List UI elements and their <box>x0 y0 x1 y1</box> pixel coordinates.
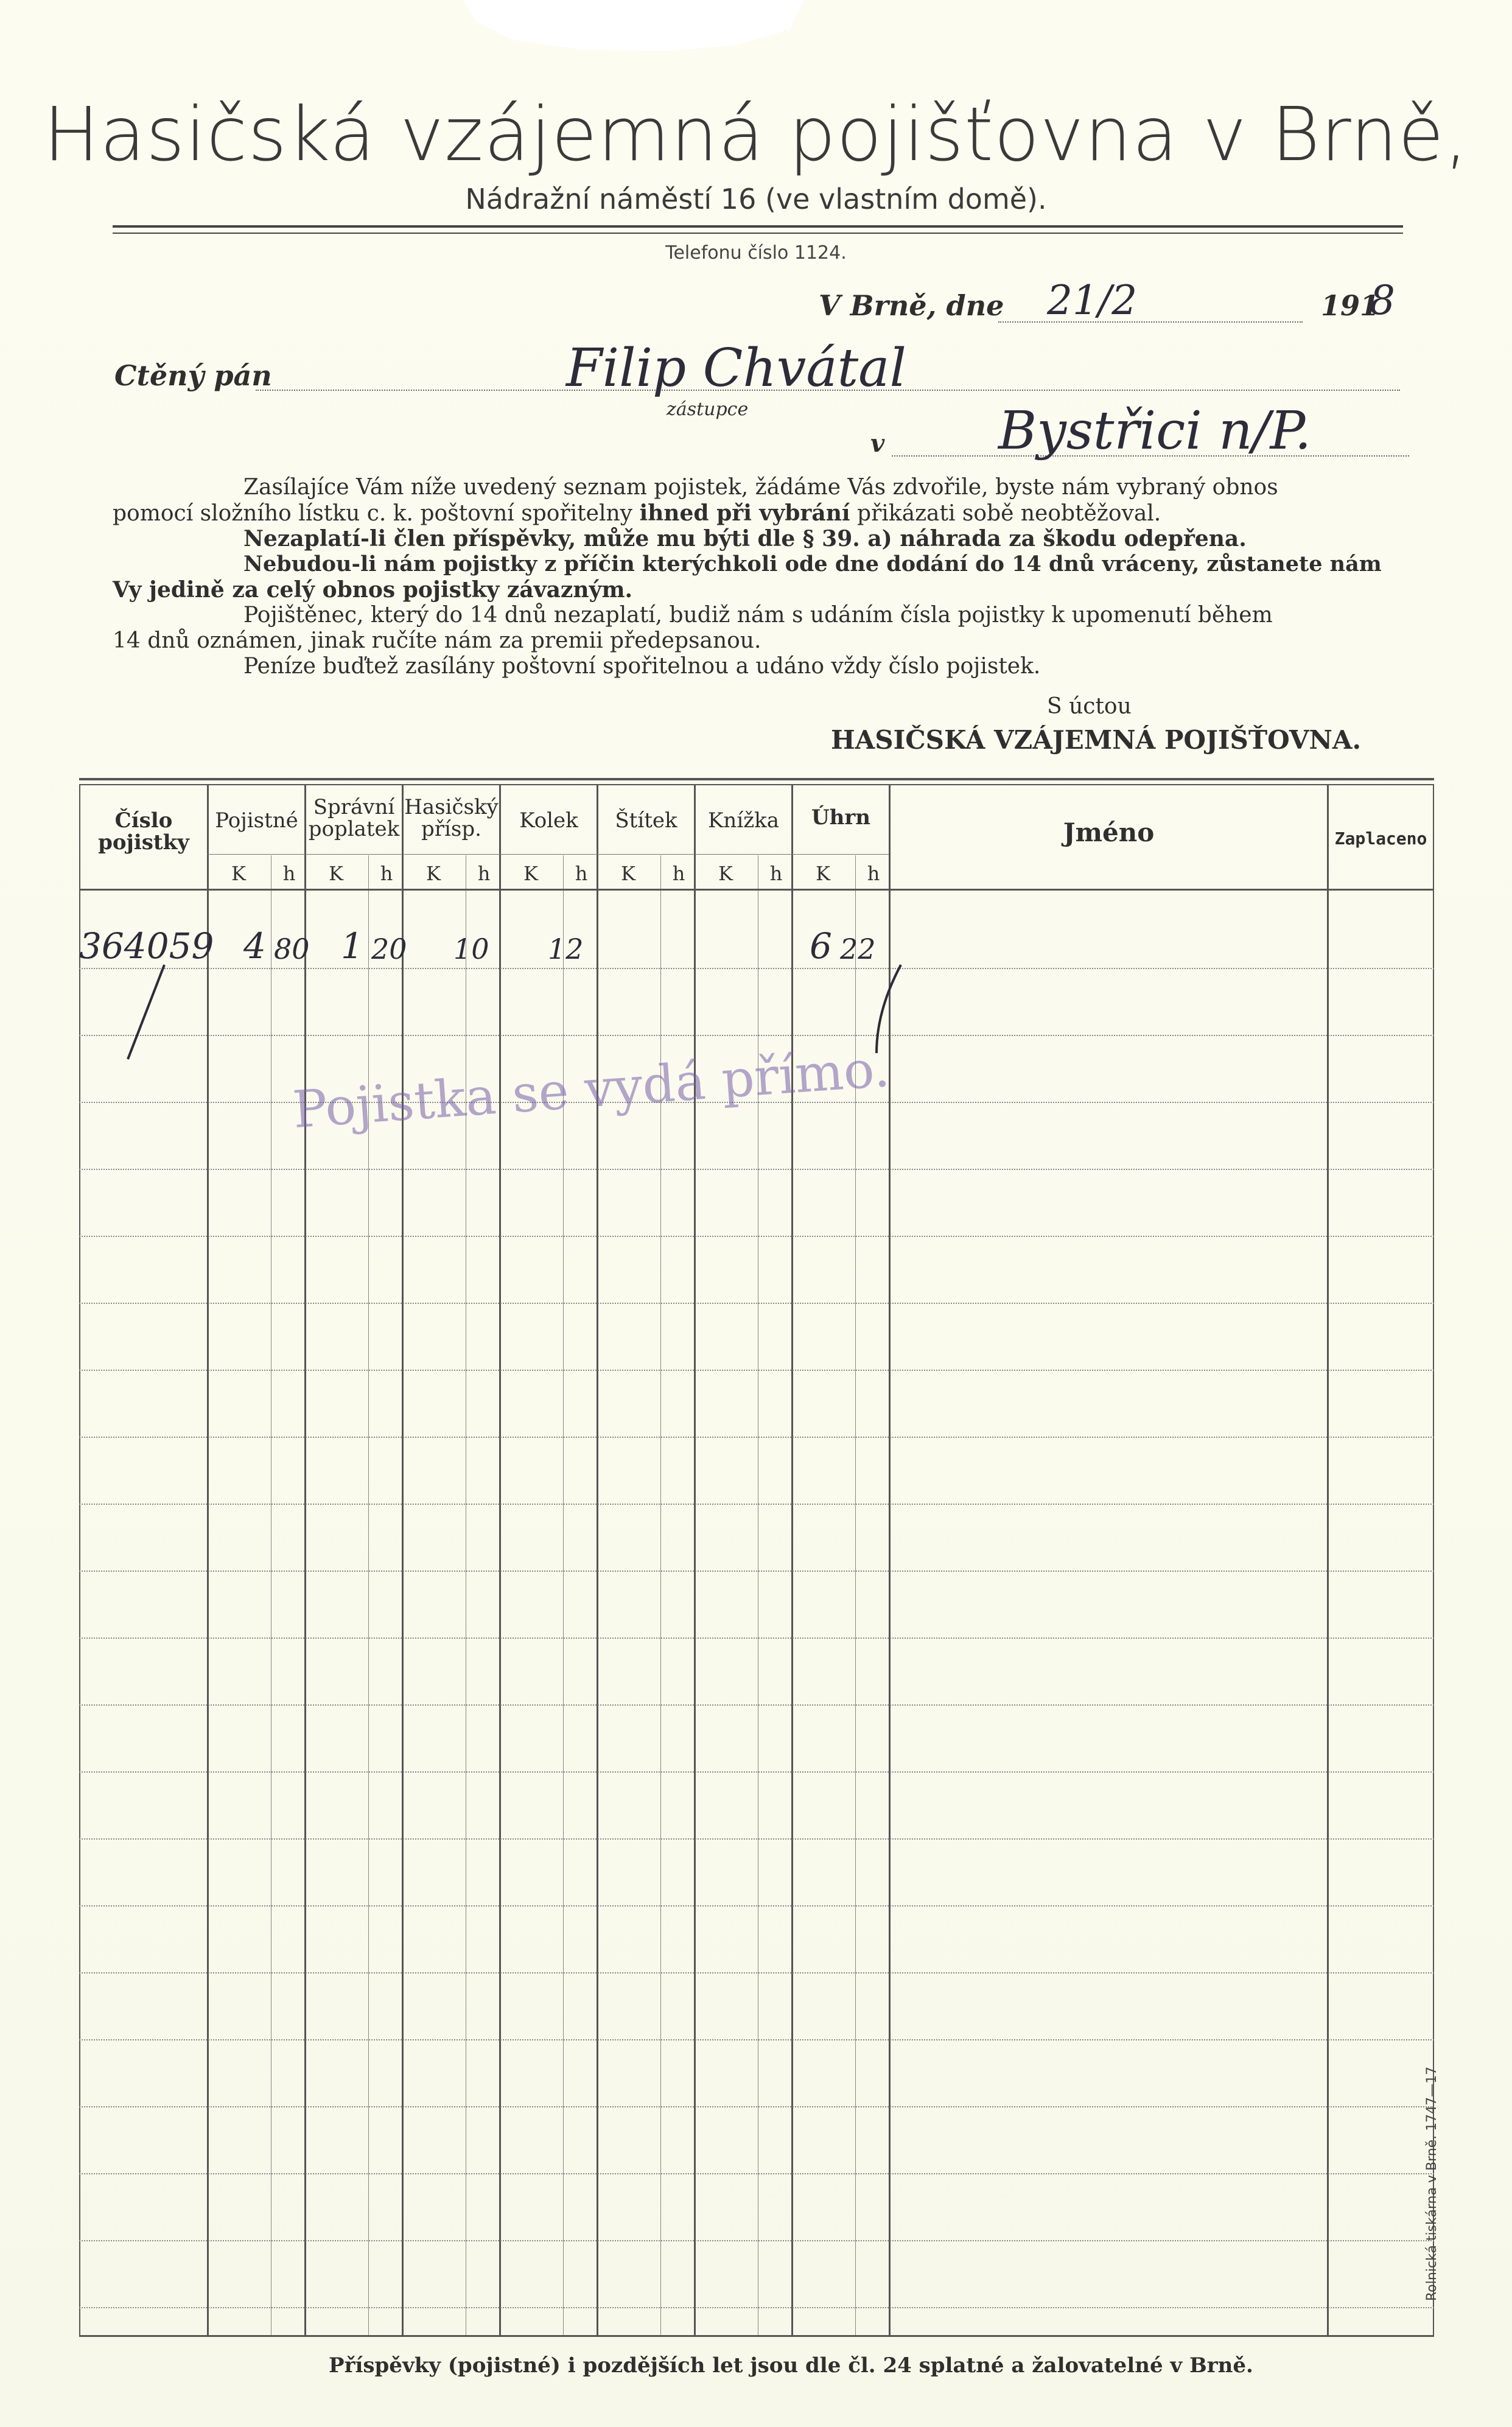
col-header-uhrn: Úhrn <box>811 805 870 830</box>
paragraph-3b: Vy jedině za celý obnos pojistky závazným. <box>113 577 633 603</box>
cell-hasicsky-h: 10 <box>453 933 489 965</box>
paragraph-1b-bold: ihned při vybrání <box>639 500 850 526</box>
date-dotted-line <box>998 321 1303 323</box>
signature: HASIČSKÁ VZÁJEMNÁ POJIŠŤOVNA. <box>831 725 1362 755</box>
table-top-rule-thin <box>79 784 1434 785</box>
col-header-cislo: Číslo pojistky <box>98 808 189 855</box>
paragraph-4b: 14 dnů oznámen, jinak ručíte nám za premii předepsanou. <box>113 628 761 653</box>
paragraph-2: Nezaplatí-li člen příspěvky, může mu býti dle § 39. a) náhrada za škodu odepřena. <box>243 526 1247 552</box>
company-title: Hasičská vzájemná pojišťovna v Brně, <box>43 91 1469 178</box>
paragraph-5: Peníze buďtež zasílány poštovní spořitelnou a udáno vždy číslo pojistek. <box>243 654 1041 679</box>
row-line <box>79 1437 1434 1438</box>
cell-kolek-h: 12 <box>548 933 584 965</box>
cell-pojistne-k: 4 <box>243 925 266 967</box>
paragraph-1: Zasílajíce Vám níže uvedený seznam pojistek, žádáme Vás zdvořile, byste nám vybraný obnos <box>243 475 1278 500</box>
cell-cislo: 364059 <box>79 925 214 967</box>
paragraph-3: Nebudou-li nám pojistky z příčin kterýchkoli ode dne dodání do 14 dnů vráceny, zůstanete nám <box>243 552 1382 576</box>
table-top-rule <box>79 778 1434 780</box>
row-line <box>79 2106 1434 2107</box>
unit-h-knizka: h <box>769 862 783 885</box>
col-sep-4 <box>499 785 501 2335</box>
unit-h-stitek: h <box>672 862 685 885</box>
row-line <box>79 1303 1434 1304</box>
col-sep-2 <box>304 785 306 2335</box>
unit-k-pojistne: K <box>231 862 246 885</box>
col-sep-3 <box>402 785 404 2335</box>
salutation: Ctěný pán <box>114 359 272 392</box>
row-line <box>79 968 1434 969</box>
header-rule-thick <box>113 225 1403 228</box>
row-line <box>79 1704 1434 1706</box>
unit-h-uhrn: h <box>867 862 880 885</box>
year-handwritten: 8 <box>1370 277 1395 324</box>
in-label: v <box>870 429 885 458</box>
printer-imprint: Rolnická tiskárna v Brně. 1747—17 <box>1424 2066 1440 2301</box>
col-sep-9 <box>1327 785 1329 2335</box>
col-sep-1 <box>207 785 209 2335</box>
row-line <box>79 1571 1434 1572</box>
pen-stroke-cislo <box>122 962 170 1065</box>
paragraph-1b <box>113 500 1161 527</box>
table-left-border <box>79 785 80 2336</box>
col-header-kolek: Kolek <box>519 808 578 833</box>
col-sep-7 <box>791 785 793 2335</box>
row-line <box>79 1972 1434 1973</box>
col-header-zaplaceno: Zaplaceno <box>1334 828 1427 849</box>
header-bottom-rule <box>79 889 1434 891</box>
cell-spravni-k: 1 <box>341 925 363 967</box>
cell-uhrn-k: 6 <box>810 925 832 967</box>
col-header-pojistne: Pojistné <box>215 808 298 833</box>
row-line <box>79 1169 1434 1170</box>
col-header-hasicsky: Hasičský přísp. <box>404 795 499 841</box>
unit-h-hasicsky: h <box>477 862 491 885</box>
place-date-label: V Brně, dne <box>819 289 1004 322</box>
paragraph-1b-text: pomocí složního lístku c. k. poštovní spořitelny <box>113 501 632 526</box>
row-line <box>79 2307 1434 2308</box>
phone-number: Telefonu číslo 1124. <box>665 242 847 264</box>
row-line <box>79 1035 1434 1036</box>
footer-note: Příspěvky (pojistné) i pozdějších let jsou dle čl. 24 splatné a žalovatelné v Brně. <box>329 2353 1253 2378</box>
unit-k-kolek: K <box>523 862 538 885</box>
unit-h-pojistne: h <box>282 862 296 885</box>
header-rule-thin <box>113 233 1403 234</box>
unit-k-stitek: K <box>621 862 635 885</box>
paragraph-4: Pojištěnec, který do 14 dnů nezaplatí, budiž nám s udáním čísla pojistky k upomenutí během <box>243 603 1273 628</box>
unit-k-spravni: K <box>329 862 343 885</box>
col-sep-5 <box>597 785 598 2335</box>
row-line <box>79 1504 1434 1505</box>
place-handwritten: Bystřici n/P. <box>998 401 1312 461</box>
faded-stamp: Pojistka se vydá přímo. <box>290 1038 892 1140</box>
paragraph-1b-end: přikázati sobě neobtěžoval. <box>857 501 1161 526</box>
year-printed: 191 <box>1321 289 1380 322</box>
col-header-knizka: Knížka <box>708 808 779 833</box>
col-header-spravni: Správní poplatek <box>308 795 400 841</box>
row-line <box>79 1838 1434 1840</box>
addressee-handwritten: Filip Chvátal <box>566 338 906 399</box>
row-line <box>79 2039 1434 2040</box>
cell-spravni-h: 20 <box>371 933 407 965</box>
cell-uhrn-h: 22 <box>840 933 876 965</box>
row-line <box>79 2173 1434 2174</box>
unit-h-kolek: h <box>575 862 588 885</box>
unit-h-spravni: h <box>380 862 393 885</box>
col-header-jmeno: Jméno <box>1063 818 1155 847</box>
row-line <box>79 1637 1434 1639</box>
company-address: Nádražní náměstí 16 (ve vlastním domě). <box>465 183 1047 215</box>
row-line <box>79 2240 1434 2241</box>
closing: S úctou <box>1047 694 1132 719</box>
agent-label: zástupce <box>667 399 749 420</box>
row-line <box>79 1771 1434 1773</box>
date-handwritten: 21/2 <box>1047 277 1138 324</box>
row-line <box>79 1370 1434 1371</box>
row-line <box>79 1236 1434 1237</box>
col-sep-6 <box>694 785 696 2335</box>
cell-pojistne-h: 80 <box>274 933 310 965</box>
row-line <box>79 1905 1434 1907</box>
col-header-stitek: Štítek <box>615 808 677 833</box>
header-sub-rule <box>207 854 889 855</box>
table-bottom-rule <box>79 2335 1434 2337</box>
unit-k-hasicsky: K <box>426 862 441 885</box>
unit-k-uhrn: K <box>816 862 830 885</box>
unit-k-knizka: K <box>718 862 733 885</box>
